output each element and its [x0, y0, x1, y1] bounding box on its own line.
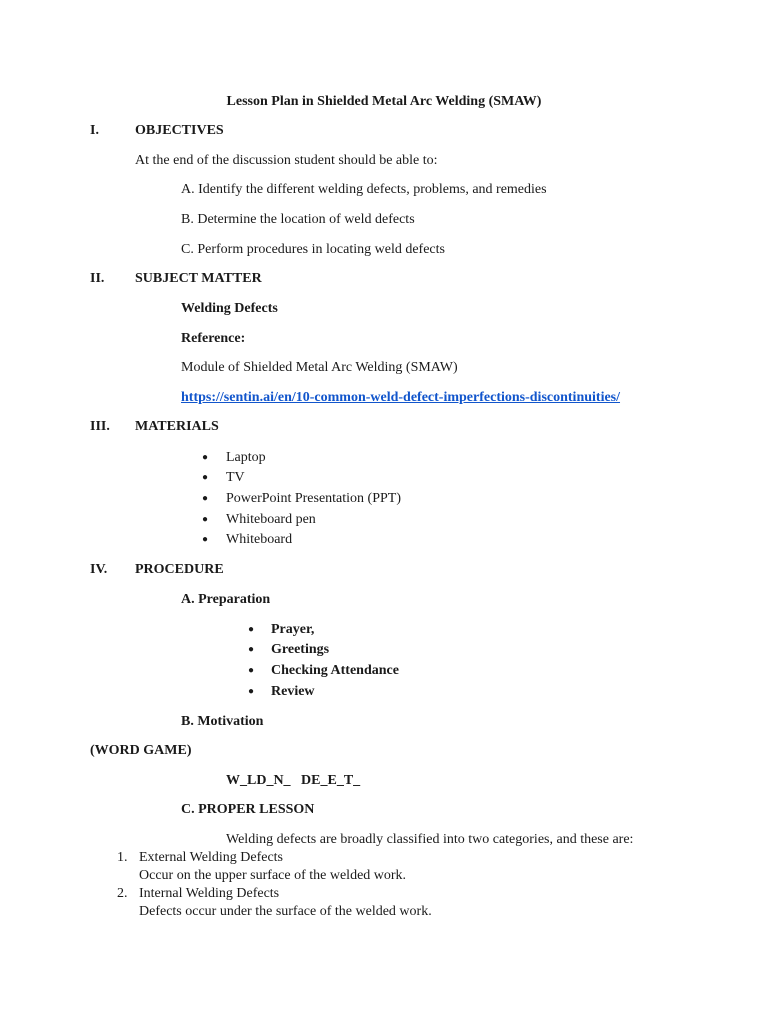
preparation-item: Review — [271, 684, 315, 699]
bullet-icon: ● — [248, 686, 255, 697]
procedure-numeral: IV. — [90, 562, 108, 577]
materials-heading: MATERIALS — [135, 419, 219, 434]
objective-item: A. Identify the different welding defects, problems, and remedies — [181, 182, 547, 197]
objectives-numeral: I. — [90, 123, 99, 138]
category-description: Occur on the upper surface of the welded work. — [139, 868, 407, 883]
category-description: Defects occur under the surface of the welded work. — [139, 904, 432, 919]
bullet-icon: ● — [202, 514, 209, 525]
material-item: Whiteboard — [226, 532, 293, 547]
document-title: Lesson Plan in Shielded Metal Arc Welding (SMAW) — [226, 94, 542, 109]
category-number: 2. — [117, 886, 128, 901]
bullet-icon: ● — [202, 534, 209, 545]
preparation-item: Greetings — [271, 642, 330, 657]
bullet-icon: ● — [248, 665, 255, 676]
category-name: Internal Welding Defects — [139, 886, 280, 901]
preparation-item: Checking Attendance — [271, 663, 399, 678]
material-item: Laptop — [226, 450, 266, 465]
reference-link[interactable]: https://sentin.ai/en/10-common-weld-defect-imperfections-discontinuities/ — [181, 390, 621, 405]
motivation-heading: B. Motivation — [181, 714, 264, 729]
objective-item: C. Perform procedures in locating weld defects — [181, 242, 445, 257]
subject-topic: Welding Defects — [181, 301, 278, 316]
preparation-heading: A. Preparation — [181, 592, 271, 607]
objectives-intro: At the end of the discussion student should be able to: — [135, 153, 438, 168]
category-name: External Welding Defects — [139, 850, 284, 865]
material-item: Whiteboard pen — [226, 512, 316, 527]
objective-item: B. Determine the location of weld defects — [181, 212, 415, 227]
word-game-label: (WORD GAME) — [90, 743, 192, 758]
objectives-heading: OBJECTIVES — [135, 123, 224, 138]
bullet-icon: ● — [202, 493, 209, 504]
reference-label: Reference: — [181, 331, 246, 346]
material-item: TV — [226, 470, 245, 485]
bullet-icon: ● — [248, 624, 255, 635]
procedure-heading: PROCEDURE — [135, 562, 224, 577]
bullet-icon: ● — [202, 452, 209, 463]
preparation-item: Prayer, — [271, 622, 315, 637]
subject-matter-heading: SUBJECT MATTER — [135, 271, 262, 286]
material-item: PowerPoint Presentation (PPT) — [226, 491, 401, 506]
proper-lesson-heading: C. PROPER LESSON — [181, 802, 315, 817]
category-number: 1. — [117, 850, 128, 865]
bullet-icon: ● — [202, 472, 209, 483]
materials-numeral: III. — [90, 419, 110, 434]
reference-text: Module of Shielded Metal Arc Welding (SMAW) — [181, 360, 458, 375]
word-game-puzzle: W_LD_N_ DE_E_T_ — [226, 773, 361, 788]
proper-lesson-intro: Welding defects are broadly classified into two categories, and these are: — [226, 832, 634, 847]
bullet-icon: ● — [248, 644, 255, 655]
subject-matter-numeral: II. — [90, 271, 105, 286]
